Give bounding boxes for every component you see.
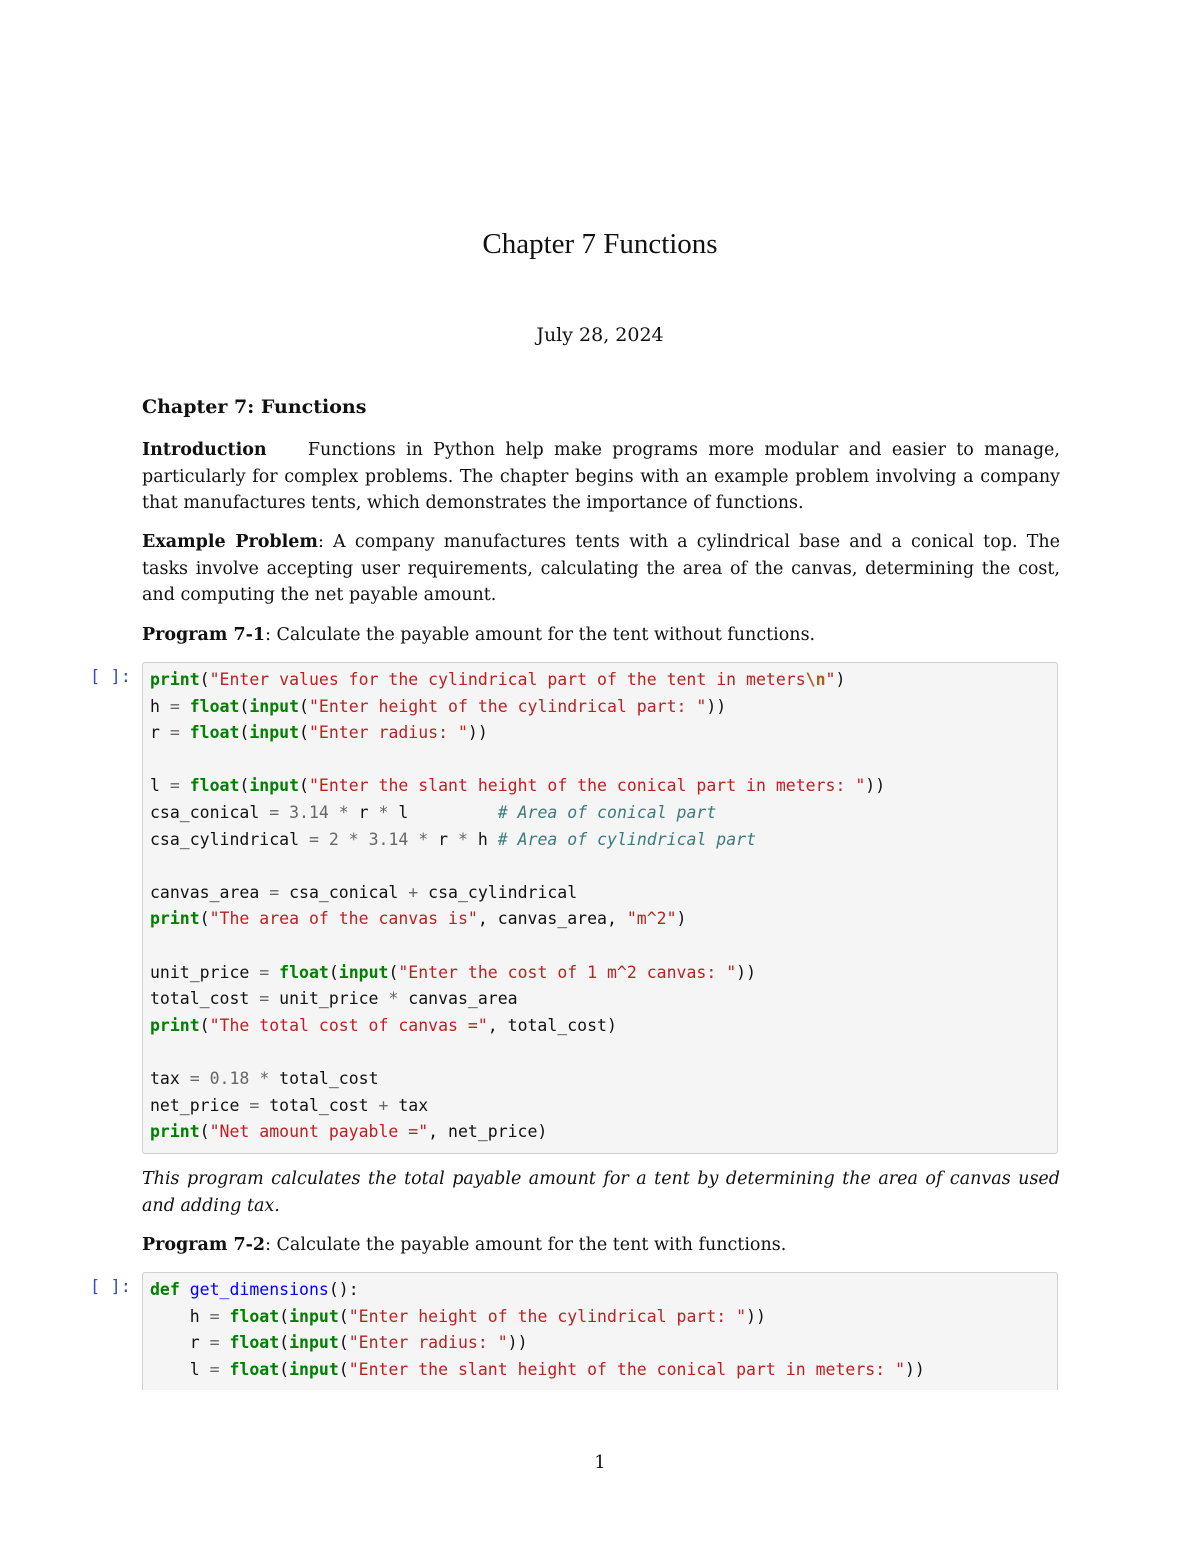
example-paragraph [142, 529, 1060, 609]
code-line: print("The area of the canvas is", canvas_area, "m^2") [150, 909, 687, 929]
program2-label: Program 7-2 [142, 1235, 266, 1255]
code-line: tax = 0.18 * total_cost [150, 1068, 379, 1088]
code-line: r = float(input("Enter radius: ")) [150, 1333, 528, 1353]
code-block [143, 663, 1057, 1150]
page-number: 1 [594, 1452, 606, 1473]
code-line: r = float(input("Enter radius: ")) [150, 723, 488, 743]
example-text: : A company manufactures tents with a cylindrical base and a conical top. The tasks involve accepting user requirements, calculating the area of the canvas, determining the cost, and computing the net payable amount. [142, 532, 1060, 605]
program2-heading [142, 1232, 1060, 1259]
code-line: l = float(input("Enter the slant height of the conical part in meters: ")) [150, 776, 886, 796]
code-line: h = float(input("Enter height of the cylindrical part: ")) [150, 1306, 766, 1326]
code-line: l = float(input("Enter the slant height of the conical part in meters: ")) [150, 1359, 925, 1379]
page-date: July 28, 2024 [536, 324, 664, 346]
intro-paragraph [142, 437, 1060, 517]
cell-prompt: [ ]: [90, 1277, 131, 1297]
example-label: Example Problem [142, 532, 318, 552]
program1-heading [142, 622, 1060, 649]
code-line: def get_dimensions(): [150, 1280, 359, 1299]
code-block [143, 1273, 1057, 1387]
cell-prompt: [ ]: [90, 667, 131, 687]
code-line: print("Enter values for the cylindrical part of the tent in meters\n") [150, 670, 846, 689]
program2-text: : Calculate the payable amount for the tent with functions. [265, 1235, 787, 1255]
code-cell-program1[interactable] [142, 662, 1058, 1154]
section-heading: Chapter 7: Functions [142, 396, 367, 418]
intro-text: Functions in Python help make programs more modular and easier to manage, particularly for complex problems. The chapter begins with an example problem involving a company that manufactures tents, which demonstrates the importance of functions. [142, 440, 1060, 513]
code-line: canvas_area = csa_conical + csa_cylindrical [150, 882, 578, 902]
program1-text: : Calculate the payable amount for the tent without functions. [265, 625, 816, 645]
code-line: unit_price = float(input("Enter the cost of 1 m^2 canvas: ")) [150, 962, 757, 982]
code-line: h = float(input("Enter height of the cylindrical part: ")) [150, 696, 727, 716]
code-line: csa_cylindrical = 2 * 3.14 * r * h # Area of cylindrical part [150, 829, 757, 849]
code-line: net_price = total_cost + tax [150, 1095, 429, 1115]
code-line: print("Net amount payable =", net_price) [150, 1122, 548, 1142]
code-cell-program2[interactable] [142, 1272, 1058, 1390]
code-line: total_cost = unit_price * canvas_area [150, 989, 518, 1009]
program1-label: Program 7-1 [142, 625, 266, 645]
program1-caption: This program calculates the total payable amount for a tent by determining the area of canvas used and adding tax. [142, 1169, 1060, 1216]
code-line: csa_conical = 3.14 * r * l # Area of conical part [150, 802, 717, 822]
page-title: Chapter 7 Functions [482, 228, 718, 260]
intro-label: Introduction [142, 440, 267, 460]
code-line: print("The total cost of canvas =", total_cost) [150, 1015, 617, 1035]
